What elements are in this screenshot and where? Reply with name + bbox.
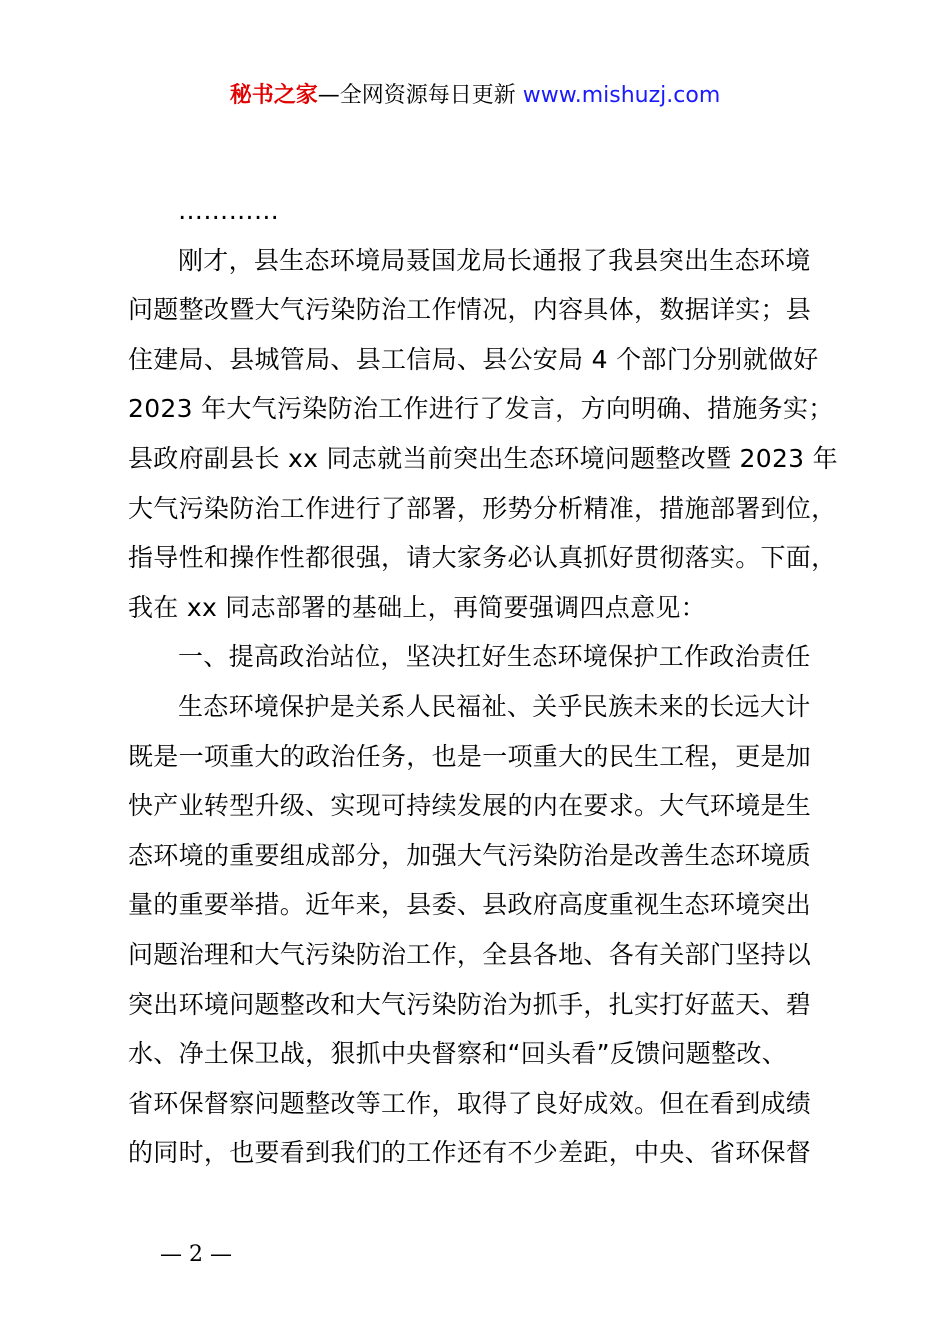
site-header	[0, 80, 950, 112]
paragraph-line: 住建局、县城管局、县工信局、县公安局 4 个部门分别就做好	[128, 344, 819, 374]
site-url-link[interactable]: www.mishuzj.com	[522, 83, 721, 108]
paragraph-line: 县政府副县长 xx 同志就当前突出生态环境问题整改暨 2023 年	[128, 443, 838, 473]
brand-name: 秘书之家	[229, 83, 318, 108]
paragraph-line: 我在 xx 同志部署的基础上，再简要强调四点意见：	[128, 592, 706, 622]
paragraph-line: 态环境的重要组成部分，加强大气污染防治是改善生态环境质	[128, 840, 812, 870]
paragraph-line: 大气污染防治工作进行了部署，形势分析精准，措施部署到位，	[128, 493, 837, 523]
document-body	[128, 186, 838, 1178]
paragraph-line: 的同时，也要看到我们的工作还有不少差距，中央、省环保督	[128, 1138, 812, 1168]
ellipsis-line: …………	[178, 196, 280, 225]
paragraph-line: 突出环境问题整改和大气污染防治为抓手，扎实打好蓝天、碧	[128, 989, 812, 1019]
paragraph-line: 刚才，县生态环境局聂国龙局长通报了我县突出生态环境	[178, 245, 811, 275]
paragraph-line: 省环保督察问题整改等工作，取得了良好成效。但在看到成绩	[128, 1088, 812, 1118]
paragraph-line: 生态环境保护是关系人民福祉、关乎民族未来的长远大计	[178, 691, 811, 721]
paragraph-line: 问题整改暨大气污染防治工作情况，内容具体，数据详实；县	[128, 295, 812, 325]
paragraph-line: 问题治理和大气污染防治工作，全县各地、各有关部门坚持以	[128, 939, 812, 969]
paragraph-line: 指导性和操作性都很强，请大家务必认真抓好贯彻落实。下面，	[128, 543, 837, 573]
paragraph-line: 量的重要举措。近年来，县委、县政府高度重视生态环境突出	[128, 890, 812, 920]
paragraph-line: 2023 年大气污染防治工作进行了发言，方向明确、措施务实；	[128, 394, 834, 424]
header-slogan: —全网资源每日更新	[317, 83, 516, 108]
paragraph-line: 既是一项重大的政治任务，也是一项重大的民生工程，更是加	[128, 741, 812, 771]
paragraph-line: 水、净土保卫战，狠抓中央督察和“回头看”反馈问题整改、	[128, 1039, 788, 1069]
section-heading: 一、提高政治站位，坚决扛好生态环境保护工作政治责任	[178, 642, 811, 672]
page-number: — 2 —	[160, 1242, 232, 1267]
paragraph-line: 快产业转型升级、实现可持续发展的内在要求。大气环境是生	[128, 791, 812, 821]
